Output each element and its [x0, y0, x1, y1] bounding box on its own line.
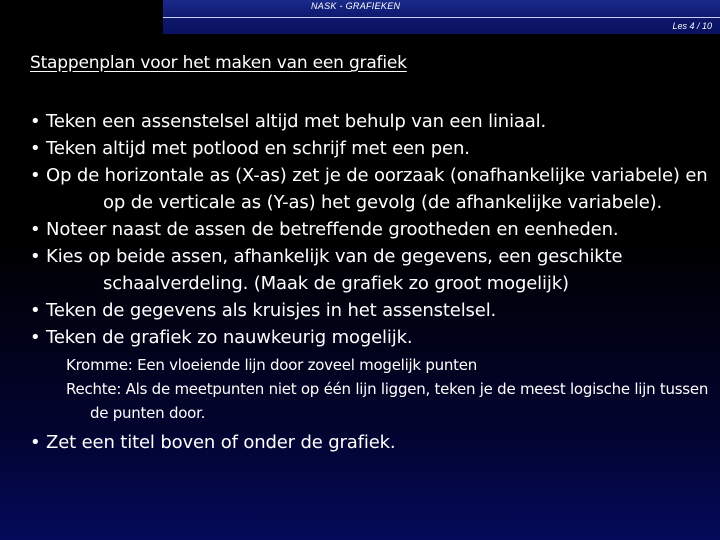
bullet-text: Teken de gegevens als kruisjes in het assenstelsel.	[46, 300, 497, 321]
bullet-text: Teken een assenstelsel altijd met behulp van een liniaal.	[46, 111, 547, 132]
bullet-item	[30, 135, 720, 162]
bullet-marker: •	[30, 246, 41, 267]
bullet-text: Noteer naast de assen de betreffende grootheden en eenheden.	[46, 219, 619, 240]
bullet-text: Kies op beide assen, afhankelijk van de gegevens, een geschikte schaalverdeling. (Maak de grafiek zo groot mogelijk)	[46, 246, 628, 294]
bullet-text: Zet een titel boven of onder de grafiek.	[46, 432, 396, 453]
sub-item-kromme: Kromme: Een vloeiende lijn door zoveel mogelijk punten	[66, 356, 478, 374]
bullet-marker: •	[30, 300, 41, 321]
bullet-item	[30, 429, 720, 456]
bullet-item	[30, 324, 720, 351]
bullet-item	[30, 243, 720, 297]
bullet-text: Teken altijd met potlood en schrijf met een pen.	[46, 138, 470, 159]
bullet-marker: •	[30, 165, 41, 186]
bullet-marker: •	[30, 138, 41, 159]
bullet-item	[30, 108, 720, 135]
bullet-marker: •	[30, 432, 41, 453]
header-divider	[163, 17, 720, 18]
lesson-number: Les 4 / 10	[672, 21, 712, 31]
bullet-text: Teken de grafiek zo nauwkeurig mogelijk.	[46, 327, 413, 348]
slide-title: Stappenplan voor het maken van een grafiek	[30, 53, 407, 73]
course-title: NASK - GRAFIEKEN	[311, 1, 401, 11]
bullet-marker: •	[30, 111, 41, 132]
bullet-marker: •	[30, 219, 41, 240]
sub-item-rechte: Rechte: Als de meetpunten niet op één lijn liggen, teken je de meest logische lijn tussen de punten door.	[66, 380, 709, 422]
header-bar	[163, 0, 720, 34]
bullet-item	[30, 297, 720, 324]
bullet-marker: •	[30, 327, 41, 348]
bullet-text: Op de horizontale as (X-as) zet je de oorzaak (onafhankelijke variabele) en op de verticale as (Y-as) het gevolg (de afhankelijke variabele).	[46, 165, 714, 213]
bullet-item	[30, 216, 720, 243]
slide-content	[0, 108, 720, 456]
bullet-item	[30, 162, 720, 216]
